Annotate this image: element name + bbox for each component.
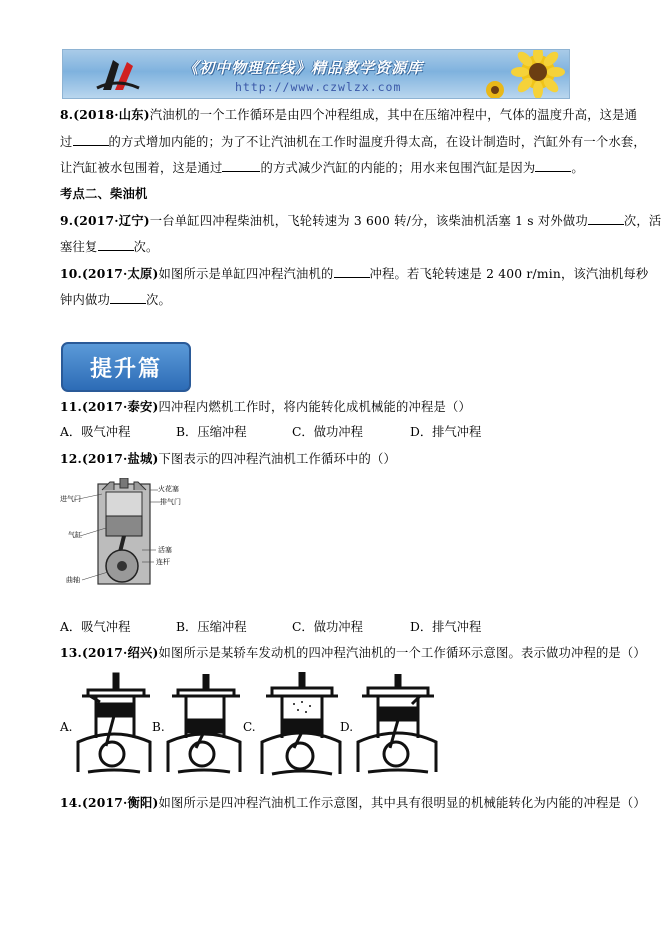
- q8-text-3b: 的方式减少汽缸的内能的；用水来包围汽缸是因为: [260, 161, 536, 175]
- label-crankshaft: 曲轴: [66, 576, 80, 584]
- label-connecting-rod: 连杆: [156, 558, 170, 566]
- q10-blank-1[interactable]: [334, 265, 370, 278]
- q13-line: [60, 645, 646, 661]
- q9-text-2b: 次。: [133, 240, 159, 254]
- label-cylinder: 气缸: [68, 531, 82, 539]
- q11-source: (2017·泰安): [82, 399, 159, 414]
- q12-text: 下图表示的四冲程汽油机工作循环中的（）: [158, 452, 396, 466]
- section-badge-tishengpian: 提升篇: [61, 342, 191, 392]
- q8-text-2a: 过: [60, 135, 73, 149]
- q9-line-1: [60, 212, 661, 229]
- q13-text: 如图所示是某轿车发动机的四冲程汽油机的一个工作循环示意图。表示做功冲程的是（）: [158, 646, 646, 660]
- q10-text-1b: 冲程。若飞轮转速是 2 400 r/min，该汽油机每秒: [369, 267, 649, 281]
- q8-text-2b: 的方式增加内能的；为了不让汽油机在工作时温度升得太高，在设计制造时，汽缸外有一个水套，: [108, 135, 646, 149]
- q8-line-3: [60, 159, 620, 176]
- q13-option-b-label[interactable]: B.: [152, 720, 165, 734]
- q10-line-2: [60, 291, 620, 308]
- q12-options: [60, 619, 620, 635]
- q8-source: (2018·山东): [73, 107, 150, 122]
- q11-option-a[interactable]: A．吸气冲程: [60, 425, 131, 439]
- q10-number: 10.: [60, 266, 82, 281]
- q8-blank-2[interactable]: [222, 159, 260, 172]
- q14-text: 如图所示是四冲程汽油机工作示意图，其中具有很明显的机械能转化为内能的冲程是（）: [158, 796, 646, 810]
- q9-line-2: [60, 238, 620, 255]
- q9-blank-2[interactable]: [98, 238, 134, 251]
- q12-option-a[interactable]: A．吸气冲程: [60, 620, 131, 634]
- q12-option-d[interactable]: D．排气冲程: [410, 620, 482, 634]
- q12-source: (2017·盐城): [82, 451, 159, 466]
- q13-option-a-label[interactable]: A.: [60, 720, 73, 734]
- q14-number: 14.: [60, 795, 82, 810]
- sunflower-icon: [483, 50, 569, 98]
- q13-number: 13.: [60, 645, 82, 660]
- label-exhaust-valve: 排气门: [160, 498, 181, 506]
- banner-title: 《初中物理在线》精品教学资源库: [183, 59, 424, 77]
- q12-engine-figure: [62, 478, 192, 590]
- q11-option-c[interactable]: C．做功冲程: [292, 425, 363, 439]
- q8-line-2: [60, 133, 646, 150]
- q9-blank-1[interactable]: [588, 212, 624, 225]
- q11-options: [60, 424, 620, 440]
- label-piston: 活塞: [158, 546, 172, 554]
- q8-text-3c: 。: [571, 161, 584, 175]
- q10-source: (2017·太原): [82, 266, 159, 281]
- q10-text-2a: 钟内做功: [60, 293, 110, 307]
- q12-number: 12.: [60, 451, 82, 466]
- label-spark-plug: 火花塞: [158, 485, 179, 493]
- engine-diagram-d-icon[interactable]: [356, 674, 440, 778]
- q12-option-b[interactable]: B．压缩冲程: [176, 620, 247, 634]
- q14-line: [60, 795, 646, 811]
- q11-number: 11.: [60, 399, 82, 414]
- q13-option-d-label[interactable]: D.: [340, 720, 354, 734]
- q8-blank-1[interactable]: [73, 133, 109, 146]
- section-title-diesel: 考点二、柴油机: [60, 186, 148, 201]
- q9-text-1b: 次，活: [623, 214, 661, 228]
- q10-blank-2[interactable]: [110, 291, 146, 304]
- q13-source: (2017·绍兴): [82, 645, 159, 660]
- label-intake-valve: 进气门: [60, 495, 81, 503]
- q8-text-1: 汽油机的一个工作循环是由四个冲程组成，其中在压缩冲程中，气体的温度升高，这是通: [149, 108, 638, 122]
- q11-option-b[interactable]: B．压缩冲程: [176, 425, 247, 439]
- engine-diagram-a-icon[interactable]: [74, 672, 154, 778]
- q12-option-c[interactable]: C．做功冲程: [292, 620, 363, 634]
- site-logo-icon: [93, 54, 143, 94]
- q10-text-1a: 如图所示是单缸四冲程汽油机的: [158, 267, 334, 281]
- q14-source: (2017·衡阳): [82, 795, 159, 810]
- banner-url: http://www.czwlzx.com: [235, 80, 402, 94]
- q8-line-1: [60, 107, 638, 123]
- q8-blank-3[interactable]: [535, 159, 571, 172]
- q10-text-2b: 次。: [146, 293, 171, 307]
- q9-text-2a: 塞往复: [60, 240, 98, 254]
- q8-text-3a: 让汽缸被水包围着，这是通过: [60, 161, 223, 175]
- q8-number: 8.: [60, 107, 74, 122]
- q11-option-d[interactable]: D．排气冲程: [410, 425, 482, 439]
- q10-line-1: [60, 265, 649, 282]
- q9-number: 9.: [60, 213, 74, 228]
- engine-diagram-b-icon[interactable]: [166, 674, 246, 778]
- header-banner: [62, 49, 570, 99]
- q9-text-1a: 一台单缸四冲程柴油机，飞轮转速为 3 600 转/分，该柴油机活塞 1 s 对外做功: [149, 214, 588, 228]
- q12-line: [60, 451, 620, 467]
- q13-option-c-label[interactable]: C.: [243, 720, 256, 734]
- q11-text: 四冲程内燃机工作时，将内能转化成机械能的冲程是（）: [158, 400, 471, 414]
- q11-line: [60, 399, 620, 415]
- q13-figures: [60, 672, 620, 782]
- q9-source: (2017·辽宁): [73, 213, 150, 228]
- engine-diagram-c-icon[interactable]: [260, 672, 344, 778]
